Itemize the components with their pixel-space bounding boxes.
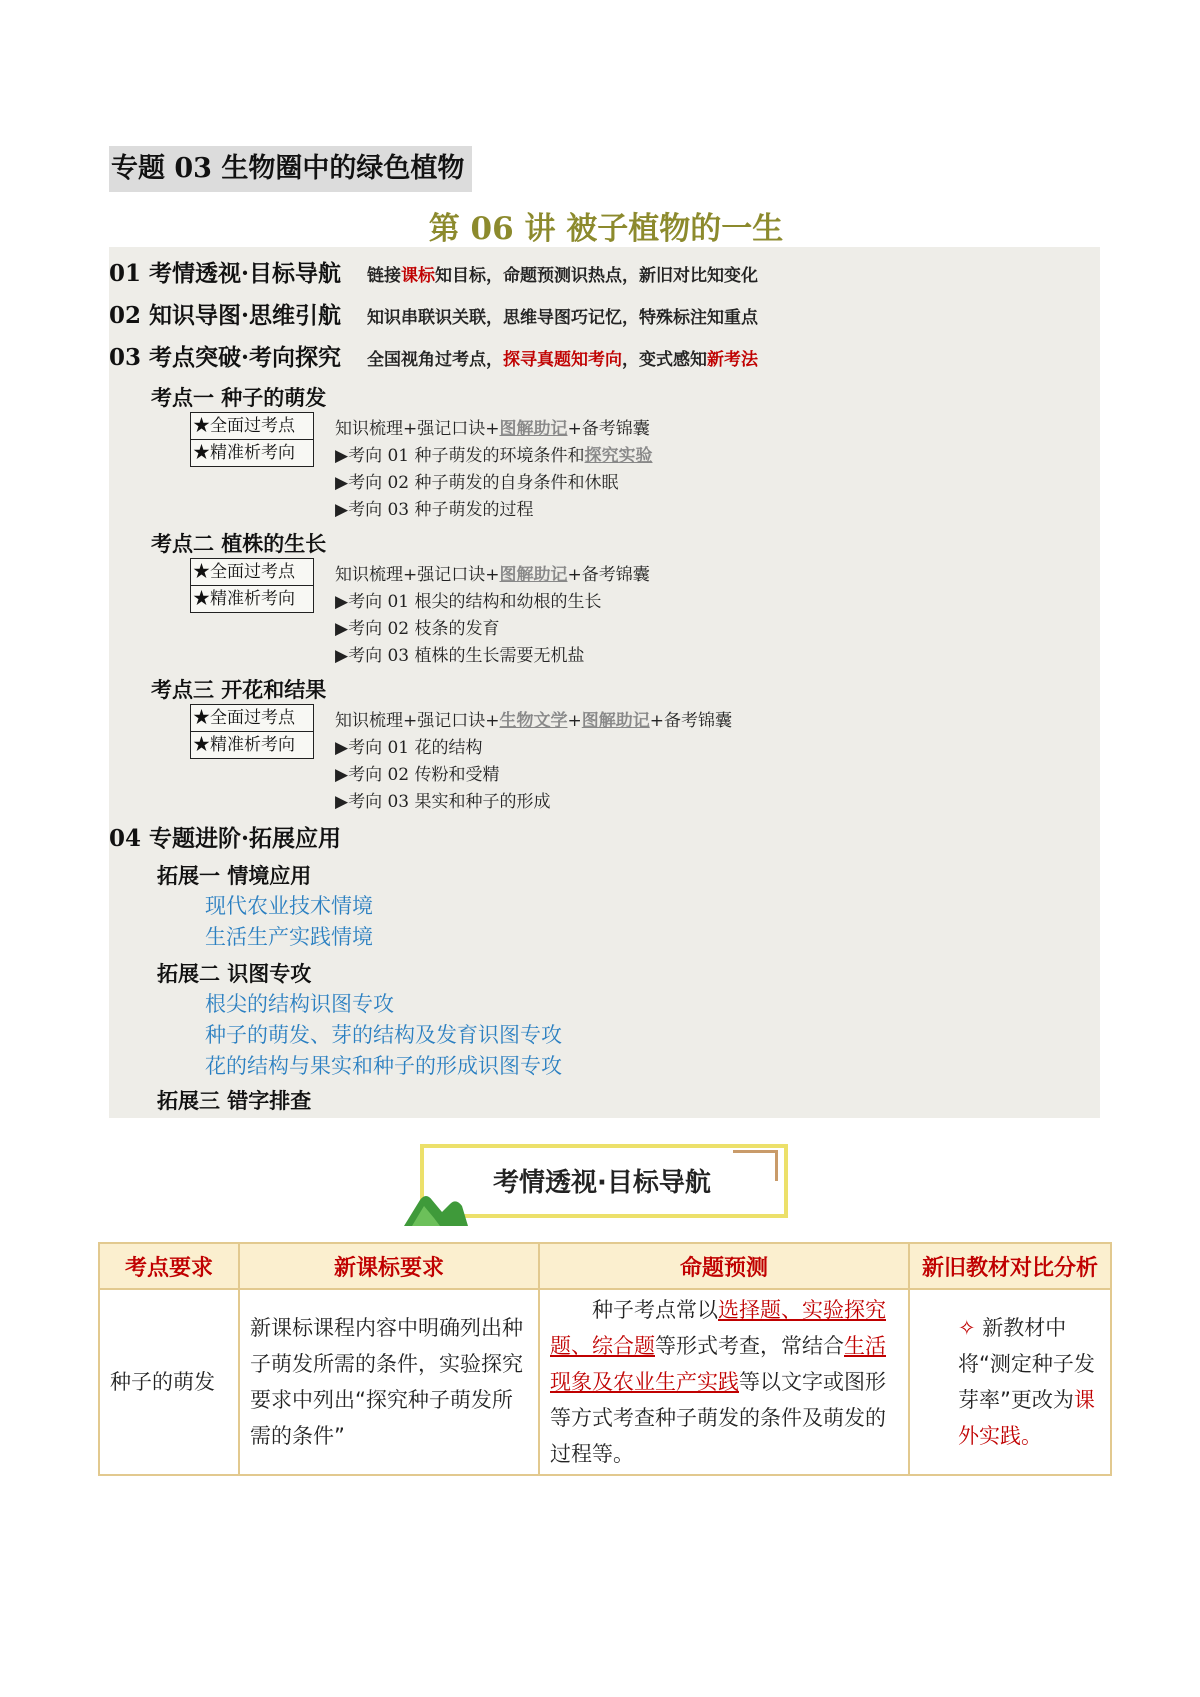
- table-header-row: [99, 1243, 1111, 1289]
- kp1-line-1[interactable]: 知识梳理+强记口诀+图解助记+备考锦囊: [335, 419, 650, 439]
- kp1-title[interactable]: 考点一 种子的萌发: [151, 386, 327, 410]
- header-point: 考点要求: [99, 1243, 239, 1289]
- ext2-title[interactable]: 拓展二 识图专攻: [157, 962, 312, 986]
- header-standard: 新课标要求: [239, 1243, 539, 1289]
- sparkle-icon: ✧: [958, 1316, 976, 1340]
- lecture-title: 第 06 讲 被子植物的一生: [428, 211, 784, 247]
- ext1-item-2[interactable]: 生活生产实践情境: [205, 925, 373, 949]
- tag-precise: ★精准析考向: [191, 731, 313, 758]
- banner-title: 考情透视·目标导航: [493, 1168, 711, 1198]
- toc-section-1-desc: 链接课标知目标，命题预测识热点，新旧对比知变化: [367, 266, 759, 286]
- tag-precise: ★精准析考向: [191, 439, 313, 466]
- ext3-title[interactable]: 拓展三 错字排查: [157, 1089, 312, 1113]
- header-comparison: 新旧教材对比分析: [909, 1243, 1111, 1289]
- header-prediction: 命题预测: [539, 1243, 909, 1289]
- ext2-item-2[interactable]: 种子的萌发、芽的结构及发育识图专攻: [205, 1023, 562, 1047]
- kp2-title[interactable]: 考点二 植株的生长: [151, 532, 327, 556]
- kp2-tag-box: [190, 558, 314, 613]
- toc-section-3-desc: 全国视角过考点，探寻真题知考向，变式感知新考法: [367, 350, 759, 370]
- kp2-line-4[interactable]: ▶考向 03 植株的生长需要无机盐: [335, 646, 585, 666]
- kp2-line-3[interactable]: ▶考向 02 枝条的发育: [335, 619, 500, 639]
- kp3-tag-box: [190, 704, 314, 759]
- kp1-line-4[interactable]: ▶考向 03 种子萌发的过程: [335, 500, 534, 520]
- tag-comprehensive: ★全面过考点: [193, 416, 295, 436]
- kp3-line-1[interactable]: 知识梳理+强记口诀+生物文学+图解助记+备考锦囊: [335, 711, 732, 731]
- ext2-item-1[interactable]: 根尖的结构识图专攻: [205, 992, 394, 1016]
- kp3-title[interactable]: 考点三 开花和结果: [151, 678, 327, 702]
- toc-section-2-desc: 知识串联识关联，思维导图巧记忆，特殊标注知重点: [367, 308, 759, 328]
- kp1-line-3[interactable]: ▶考向 02 种子萌发的自身条件和休眠: [335, 473, 619, 493]
- toc-section-2[interactable]: [109, 297, 758, 330]
- toc-section-1[interactable]: [109, 255, 758, 288]
- toc-section-2-title: 02 知识导图·思维引航: [109, 302, 342, 329]
- topic-title: 专题 03 生物圈中的绿色植物: [109, 146, 472, 192]
- cell-standard: 新课标课程内容中明确列出种子萌发所需的条件，实验探究要求中列出“探究种子萌发所需的条件”: [239, 1289, 539, 1475]
- kp1-tag-box: [190, 412, 314, 467]
- toc-section-4[interactable]: 04 专题进阶·拓展应用: [109, 825, 342, 852]
- kp2-line-2[interactable]: ▶考向 01 根尖的结构和幼根的生长: [335, 592, 602, 612]
- toc-section-3-title: 03 考点突破·考向探究: [109, 344, 342, 371]
- toc-panel: [109, 247, 1100, 1118]
- tag-comprehensive: ★全面过考点: [193, 562, 295, 582]
- cell-comparison: ✧ 新教材中将“测定种子发芽率”更改为课外实践。: [909, 1289, 1111, 1475]
- exam-requirements-table: [98, 1242, 1112, 1476]
- toc-section-3[interactable]: [109, 339, 758, 372]
- kp3-line-3[interactable]: ▶考向 02 传粉和受精: [335, 765, 500, 785]
- kp1-line-2[interactable]: ▶考向 01 种子萌发的环境条件和探究实验: [335, 446, 653, 466]
- kp3-line-2[interactable]: ▶考向 01 花的结构: [335, 738, 483, 758]
- kp2-line-1[interactable]: 知识梳理+强记口诀+图解助记+备考锦囊: [335, 565, 650, 585]
- section-banner: [412, 1138, 792, 1222]
- cell-prediction: 种子考点常以选择题、实验探究题、综合题等形式考查，常结合生活现象及农业生产实践等以文字或图形等方式考查种子萌发的条件及萌发的过程等。: [539, 1289, 909, 1475]
- toc-section-1-title: 01 考情透视·目标导航: [109, 260, 342, 287]
- kp3-line-4[interactable]: ▶考向 03 果实和种子的形成: [335, 792, 551, 812]
- mountain-icon: [404, 1186, 468, 1226]
- table-row: [99, 1289, 1111, 1475]
- cell-point: 种子的萌发: [99, 1289, 239, 1475]
- ext1-title[interactable]: 拓展一 情境应用: [157, 864, 312, 888]
- tag-precise: ★精准析考向: [191, 585, 313, 612]
- ext2-item-3[interactable]: 花的结构与果实和种子的形成识图专攻: [205, 1054, 562, 1078]
- ext1-item-1[interactable]: 现代农业技术情境: [205, 894, 373, 918]
- tag-comprehensive: ★全面过考点: [193, 708, 295, 728]
